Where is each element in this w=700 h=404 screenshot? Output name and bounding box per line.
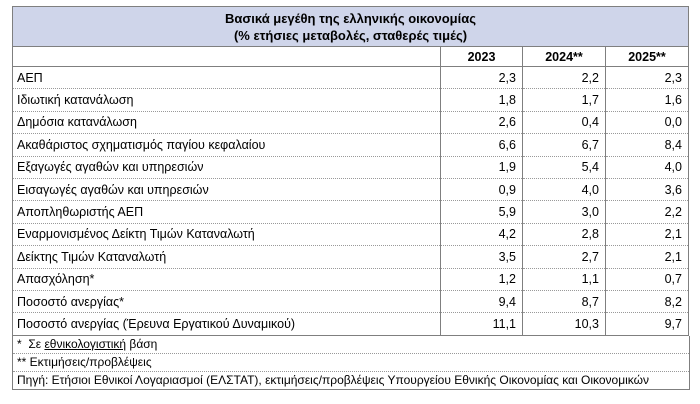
row-value: 4,0 bbox=[523, 178, 606, 200]
row-value: 3,6 bbox=[606, 178, 689, 200]
row-value: 1,7 bbox=[523, 89, 606, 111]
table-title-line1: Βασικά μεγέθη της ελληνικής οικονομίας bbox=[225, 11, 476, 26]
row-value: 2,1 bbox=[606, 223, 689, 245]
economy-table-container bbox=[12, 6, 688, 390]
row-label: Εξαγωγές αγαθών και υπηρεσιών bbox=[13, 156, 441, 178]
row-value: 3,0 bbox=[523, 201, 606, 223]
row-value: 2,2 bbox=[523, 67, 606, 89]
row-value: 5,9 bbox=[441, 201, 523, 223]
row-value: 3,5 bbox=[441, 246, 523, 268]
note-source: Πηγή: Ετήσιοι Εθνικοί Λογαριασμοί (ΕΛΣΤΑΤ), εκτιμήσεις/προβλέψεις Υπουργείου Εθνικής Οικονομίας και Οικονομικών bbox=[17, 372, 649, 387]
row-label: Αποπληθωριστής ΑΕΠ bbox=[13, 201, 441, 223]
header-blank bbox=[13, 47, 441, 67]
table-row bbox=[13, 290, 689, 312]
row-value: 4,0 bbox=[606, 156, 689, 178]
row-value: 0,4 bbox=[523, 111, 606, 133]
row-value: 9,7 bbox=[606, 313, 689, 335]
row-value: 11,1 bbox=[441, 313, 523, 335]
row-value: 0,0 bbox=[606, 111, 689, 133]
row-value: 9,4 bbox=[441, 290, 523, 312]
row-value: 1,9 bbox=[441, 156, 523, 178]
row-value: 0,9 bbox=[441, 178, 523, 200]
row-label: Εισαγωγές αγαθών και υπηρεσιών bbox=[13, 178, 441, 200]
header-row bbox=[13, 47, 689, 67]
row-value: 2,3 bbox=[441, 67, 523, 89]
row-value: 2,2 bbox=[606, 201, 689, 223]
note-estimates: ** Εκτιμήσεις/προβλέψεις bbox=[13, 354, 689, 372]
row-value: 1,6 bbox=[606, 89, 689, 111]
table-row bbox=[13, 156, 689, 178]
row-label: Δημόσια κατανάλωση bbox=[13, 111, 441, 133]
table-row bbox=[13, 134, 689, 156]
table-row bbox=[13, 201, 689, 223]
economy-table bbox=[12, 6, 689, 336]
row-value: 1,2 bbox=[441, 268, 523, 290]
table-title-line2: (% ετήσιες μεταβολές, σταθερές τιμές) bbox=[233, 28, 468, 43]
row-value: 6,7 bbox=[523, 134, 606, 156]
table-row bbox=[13, 89, 689, 111]
table-row bbox=[13, 111, 689, 133]
row-value: 10,3 bbox=[523, 313, 606, 335]
row-value: 2,6 bbox=[441, 111, 523, 133]
row-label: Ποσοστό ανεργίας (Έρευνα Εργατικού Δυναμικού) bbox=[13, 313, 441, 335]
row-value: 2,8 bbox=[523, 223, 606, 245]
row-label: Εναρμονισμένος Δείκτη Τιμών Καταναλωτή bbox=[13, 223, 441, 245]
note-national-accounts: * Σε εθνικολογιστική βάση bbox=[13, 336, 689, 354]
row-value: 6,6 bbox=[441, 134, 523, 156]
table-row bbox=[13, 313, 689, 335]
row-value: 2,1 bbox=[606, 246, 689, 268]
table-row bbox=[13, 268, 689, 290]
row-label: Ποσοστό ανεργίας* bbox=[13, 290, 441, 312]
table-row bbox=[13, 178, 689, 200]
row-value: 5,4 bbox=[523, 156, 606, 178]
table-notes bbox=[12, 336, 690, 390]
row-value: 4,2 bbox=[441, 223, 523, 245]
header-year-2024: 2024** bbox=[523, 47, 606, 67]
row-value: 1,1 bbox=[523, 268, 606, 290]
row-value: 0,7 bbox=[606, 268, 689, 290]
header-year-2023: 2023 bbox=[441, 47, 523, 67]
row-label: Ιδιωτική κατανάλωση bbox=[13, 89, 441, 111]
row-value: 8,2 bbox=[606, 290, 689, 312]
table-row bbox=[13, 223, 689, 245]
header-year-2025: 2025** bbox=[606, 47, 689, 67]
row-value: 1,8 bbox=[441, 89, 523, 111]
row-label: Απασχόληση* bbox=[13, 268, 441, 290]
note-underlined-term: εθνικολογιστική bbox=[44, 336, 127, 351]
row-value: 8,4 bbox=[606, 134, 689, 156]
row-value: 2,3 bbox=[606, 67, 689, 89]
row-label: Δείκτης Τιμών Καταναλωτή bbox=[13, 246, 441, 268]
table-row bbox=[13, 246, 689, 268]
table-title bbox=[13, 7, 689, 47]
row-label: ΑΕΠ bbox=[13, 67, 441, 89]
table-row bbox=[13, 67, 689, 89]
row-value: 2,7 bbox=[523, 246, 606, 268]
row-label: Ακαθάριστος σχηματισμός παγίου κεφαλαίου bbox=[13, 134, 441, 156]
row-value: 8,7 bbox=[523, 290, 606, 312]
